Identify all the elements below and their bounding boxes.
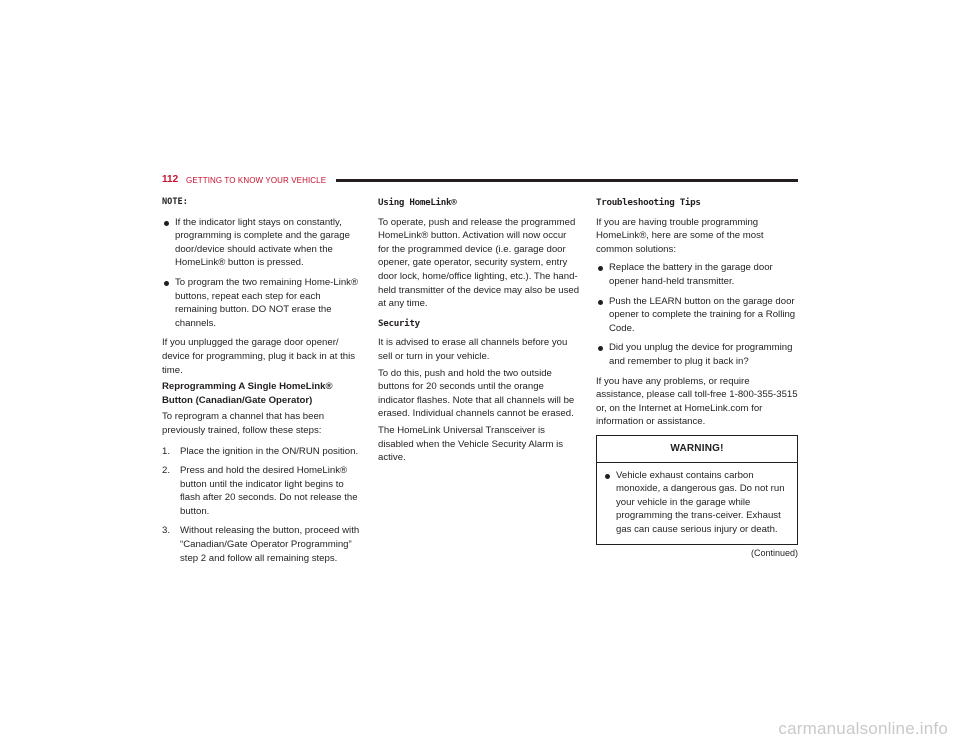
- note-bullet-list: [162, 216, 362, 331]
- list-item: Push the LEARN button on the garage door opener to complete the training for a Rolling Code.: [596, 295, 798, 336]
- list-item: If the indicator light stays on constantly, programming is complete and the garage door/device should activate when the HomeLink® button is pressed.: [162, 216, 362, 270]
- list-item: To program the two remaining Home-Link® buttons, repeat each step for each remaining button. DO NOT erase the channels.: [162, 276, 362, 330]
- step-number: 1.: [162, 445, 171, 457]
- column-middle: [378, 196, 580, 468]
- column-right: [596, 196, 798, 561]
- reprogram-steps: [162, 445, 362, 566]
- step-number: 3.: [162, 525, 171, 537]
- troubleshooting-list: [596, 261, 798, 368]
- step-item: [162, 464, 362, 518]
- header-rule: [336, 179, 798, 182]
- using-homelink-paragraph: To operate, push and release the programmed HomeLink® button. Activation will now occur for the programmed device (i.e. garage door opener, gate operator, security system, entry door lock, home/office lighting, etc.). The hand-held transmitter of the device may also be used at any time.: [378, 216, 580, 310]
- troubleshooting-intro: If you are having trouble programming HomeLink®, here are some of the most common solutions:: [596, 216, 764, 255]
- step-text: Place the ignition in the ON/RUN position.: [180, 445, 359, 457]
- troubleshooting-heading: Troubleshooting Tips: [596, 197, 701, 208]
- section-title: GETTING TO KNOW YOUR VEHICLE: [186, 176, 327, 185]
- step-number: 2.: [162, 465, 171, 477]
- warning-box: [596, 435, 798, 546]
- page-header: [162, 173, 798, 187]
- warning-list: [597, 463, 797, 545]
- assistance-paragraph: If you have any problems, or require assistance, please call toll-free 1-800-355-3515 or, on the Internet at HomeLink.com for information or assistance.: [596, 375, 798, 428]
- security-paragraph: To do this, push and hold the two outside buttons for 20 seconds until the orange indicator flashes. Note that all channels will be erased. Individual channels cannot be erased.: [378, 367, 575, 420]
- warning-title: WARNING!: [597, 436, 797, 463]
- security-paragraph: It is advised to erase all channels before you sell or turn in your vehicle.: [378, 337, 568, 362]
- step-text: Press and hold the desired HomeLink® button until the indicator light begins to flash after 20 seconds. Do not release the button.: [180, 465, 358, 517]
- column-left: [162, 196, 362, 571]
- security-heading: Security: [378, 317, 420, 329]
- continued-label: (Continued): [750, 548, 798, 559]
- list-item: Did you unplug the device for programming and remember to plug it back in?: [596, 341, 798, 368]
- using-homelink-heading: Using HomeLink®: [378, 197, 457, 208]
- list-item: Vehicle exhaust contains carbon monoxide, a dangerous gas. Do not run your vehicle in the garage while programming the trans-ceiver. Exhaust gas can cause serious injury or death.: [603, 469, 791, 537]
- step-text: Without releasing the button, proceed with “Canadian/Gate Operator Programming” step 2 and follow all remaining steps.: [180, 525, 360, 564]
- note-label: NOTE:: [162, 197, 188, 207]
- watermark: carmanualsonline.info: [778, 719, 948, 739]
- unplugged-paragraph: If you unplugged the garage door opener/ device for programming, plug it back in at this time.: [162, 337, 356, 376]
- step-item: [162, 445, 362, 459]
- reprogramming-heading: Reprogramming A Single HomeLink® Button (Canadian/Gate Operator): [162, 381, 333, 406]
- list-item: Replace the battery in the garage door opener hand-held transmitter.: [596, 261, 798, 288]
- security-paragraph: The HomeLink Universal Transceiver is disabled when the Vehicle Security Alarm is active.: [378, 424, 564, 464]
- step-item: [162, 524, 362, 565]
- page-number: 112: [162, 174, 179, 185]
- reprogram-intro-paragraph: To reprogram a channel that has been previously trained, follow these steps:: [162, 411, 325, 436]
